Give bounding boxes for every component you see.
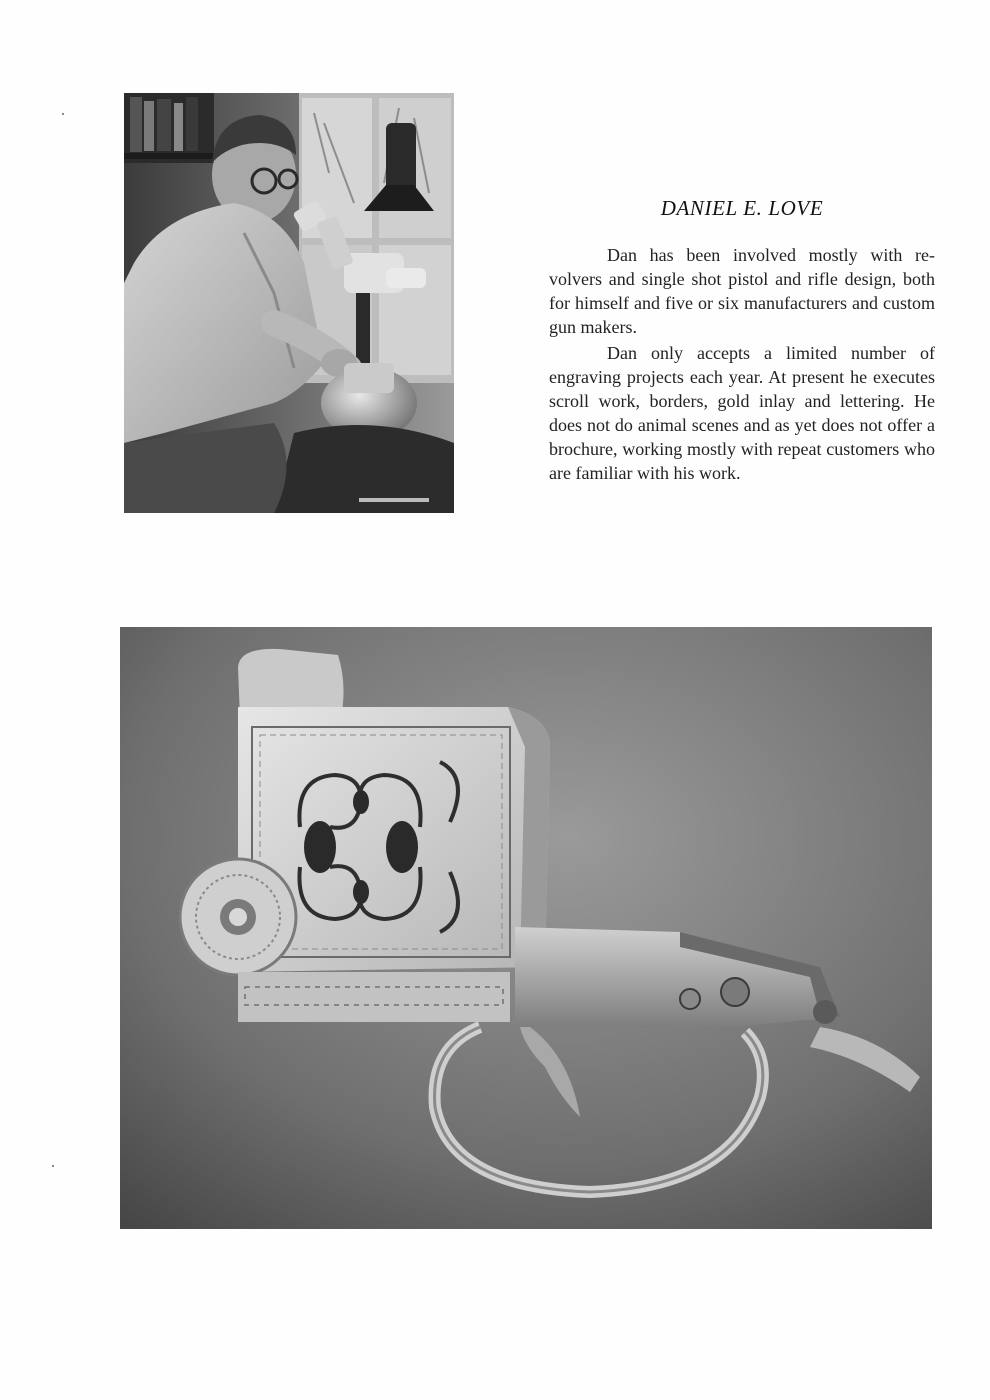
engraved-action-illustration [120,627,932,1229]
paragraph-1: Dan has been involved mostly with re-volvers and single shot pistol and rifle design, both for himself and five or six manufacturers and custom gun makers. [549,245,935,337]
article-title: DANIEL E. LOVE [660,196,824,220]
scan-speck [52,1165,54,1167]
portrait-illustration [124,93,454,513]
article [549,196,935,487]
engraved-action-photo [120,627,932,1229]
paragraph-2: Dan only accepts a limited number of engraving projects each year. At present he executes scroll work, borders, gold inlay and lettering. He does not do animal scenes and as yet does not offer a brochure, working mostly with repeat customers who are familiar with his work. [549,343,935,483]
scan-speck [62,113,64,115]
engraver-portrait-photo [124,93,454,513]
